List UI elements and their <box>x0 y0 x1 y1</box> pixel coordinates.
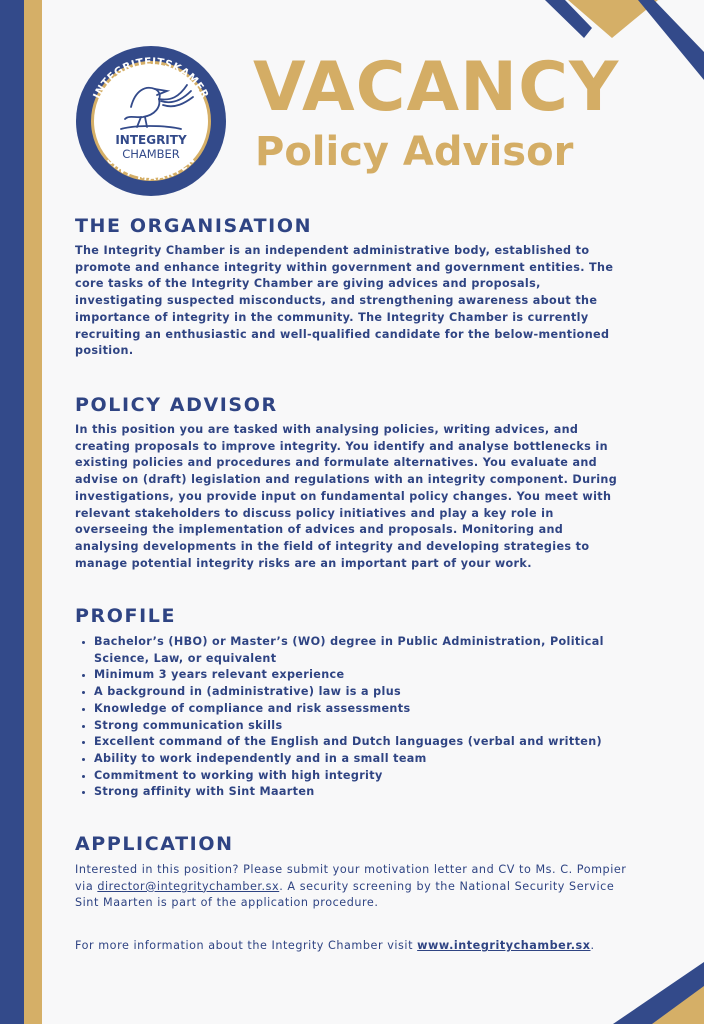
profile-item: • Minimum 3 years relevant experience <box>94 667 631 684</box>
more-info-prefix: For more information about the Integrity Chamber visit <box>75 939 418 952</box>
profile-item: • Commitment to working with high integrity <box>94 768 631 785</box>
integrity-chamber-logo <box>75 45 227 197</box>
profile-list <box>75 634 631 801</box>
policy-advisor-text: In this position you are tasked with analysing policies, writing advices, and creating proposals to improve integrity. You identify and analyse bottlenecks in existing policies and procedures and formulate alternatives. You evaluate and advise on (draft) legislation and regulations with an integrity component. During investigations, you provide input on fundamental policy changes. You meet with relevant stakeholders to discuss policy initiatives and play a key role in overseeing the implementation of advices and proposals. Monitoring and analysing developments in the field of integrity and developing strategies to manage potential integrity risks are an important part of your work. <box>75 423 618 570</box>
profile-item: • Excellent command of the English and Dutch languages (verbal and written) <box>94 734 631 751</box>
vacancy-title: VACANCY <box>253 48 620 127</box>
logo-top-text: INTEGRITEITSKAMER <box>91 55 211 101</box>
profile-item: • A background in (administrative) law is a plus <box>94 684 631 701</box>
profile-item: • Strong communication skills <box>94 718 631 735</box>
application-heading: APPLICATION <box>75 833 234 855</box>
profile-item: • Strong affinity with Sint Maarten <box>94 784 631 801</box>
organisation-text: The Integrity Chamber is an independent administrative body, established to promote and enhance integrity within government and government entities. The core tasks of the Integrity Chamber are giving advices and proposals, investigating suspected misconducts, and strengthening awareness about the importance of integrity in the community. The Integrity Chamber is currently recruiting an enthusiastic and well-qualified candidate for the below-mentioned position. <box>75 244 614 358</box>
profile-item: • Bachelor’s (HBO) or Master’s (WO) degree in Public Administration, Political Science, Law, or equivalent <box>94 634 631 667</box>
profile-item: • Ability to work independently and in a small team <box>94 751 631 768</box>
logo-name-line1: INTEGRITY <box>115 133 187 147</box>
policy-advisor-heading: POLICY ADVISOR <box>75 394 278 416</box>
application-text <box>75 862 635 912</box>
logo-bottom-text: SINT MAARTEN <box>104 154 198 184</box>
organisation-heading: THE ORGANISATION <box>75 215 313 237</box>
more-info-suffix: . <box>590 939 595 952</box>
website-link[interactable]: www.integritychamber.sx <box>417 939 591 952</box>
position-subtitle: Policy Advisor <box>255 129 574 175</box>
top-right-navy-diagonal <box>638 0 704 80</box>
profile-item: • Knowledge of compliance and risk assessments <box>94 701 631 718</box>
application-text-start: Interested in this position? Please submit your motivation letter and CV to Ms. C. Pompier via <box>75 863 627 893</box>
logo-name-line2: CHAMBER <box>122 147 180 161</box>
application-text-end: . A security screening by the National Security Service Sint Maarten is part of the application procedure. <box>75 879 615 910</box>
email-link[interactable]: director@integritychamber.sx <box>97 879 280 893</box>
profile-heading: PROFILE <box>75 605 177 627</box>
more-info-text <box>75 938 635 955</box>
